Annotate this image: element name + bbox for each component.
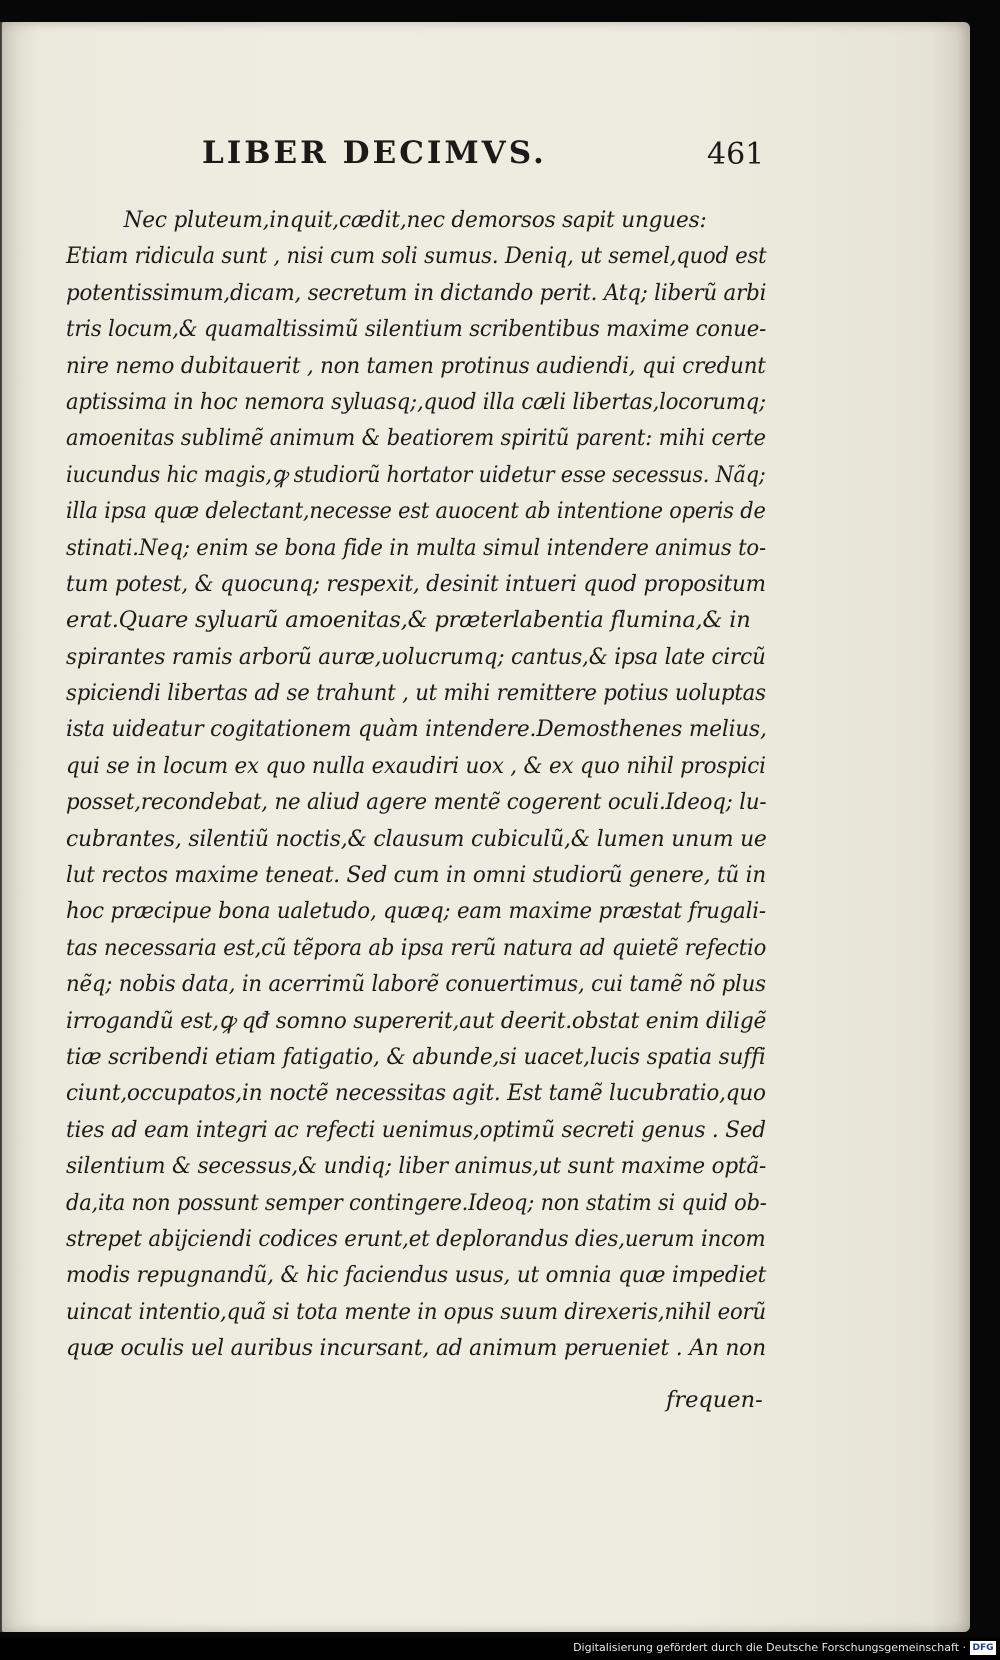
text-line: hoc præcipue bona ualetudo, quæq; eam maxime præstat frugali- — [66, 898, 766, 925]
text-line: ista uideatur cogitationem quàm intendere.Demosthenes melius, — [66, 716, 767, 743]
page-number: 461 — [707, 137, 765, 172]
text-line: cubrantes, silentiũ noctis,& clausum cubiculũ,& lumen unum ue — [66, 825, 767, 852]
text-line: amoenitas sublimẽ animum & beatiorem spiritũ parent: mihi certe — [66, 425, 766, 452]
text-line: quæ oculis uel auribus incursant, ad animum perueniet . An non — [66, 1335, 766, 1362]
text-line: silentium & secessus,& undiq; liber animus,ut sunt maxime optã- — [66, 1153, 767, 1180]
text-line: illa ipsa quæ delectant,necesse est auocent ab intentione operis de — [66, 498, 766, 525]
text-line: qui se in locum ex quo nulla exaudiri uox , & ex quo nihil prospici — [66, 752, 766, 779]
text-line: irrogandũ est,ꝙ qđ somno supererit,aut deerit.obstat enim diligẽ — [66, 1007, 767, 1034]
text-line: spirantes ramis arborũ auræ,uolucrumq; cantus,& ipsa late circũ — [66, 643, 766, 670]
catchword: frequen- — [666, 1387, 763, 1413]
running-title: LIBER DECIMVS. — [202, 135, 547, 171]
text-line: strepet abijciendi codices erunt,et deplorandus dies,uerum incom — [66, 1225, 766, 1252]
dfg-logo: DFG — [970, 1641, 996, 1655]
text-line: Nec pluteum,inquit,cædit,nec demorsos sapit ungues: — [123, 207, 707, 233]
text-line: posset,recondebat, ne aliud agere mentẽ cogerent oculi.Ideoq; lu- — [66, 789, 767, 816]
text-line: aptissima in hoc nemora syluasq;,quod illa cæli libertas,locorumq; — [66, 388, 766, 415]
text-line: nẽq; nobis data, in acerrimũ laborẽ conuertimus, cui tamẽ nõ plus — [66, 971, 766, 998]
digitization-credit: Digitalisierung gefördert durch die Deutsche Forschungsgemeinschaft · — [573, 1641, 966, 1654]
text-line: uincat intentio,quã si tota mente in opus suum direxeris,nihil eorũ — [66, 1298, 766, 1325]
text-line: tum potest, & quocunq; respexit, desinit intueri quod propositum — [66, 570, 766, 597]
text-line: lut rectos maxime teneat. Sed cum in omni studiorũ genere, tũ in — [66, 862, 766, 889]
text-line: nire nemo dubitauerit , non tamen protinus audiendi, qui credunt — [66, 352, 766, 379]
text-line: tris locum,& quamaltissimũ silentium scribentibus maxime conue- — [66, 316, 767, 343]
text-line: erat.Quare syluarũ amoenitas,& præterlabentia flumina,& in — [66, 607, 751, 634]
text-line: tas necessaria est,cũ tẽpora ab ipsa rerũ natura ad quietẽ refectio — [66, 934, 767, 961]
text-line: stinati.Neq; enim se bona fide in multa simul intendere animus to- — [66, 534, 766, 561]
text-line: tiæ scribendi etiam fatigatio, & abunde,si uacet,lucis spatia suffi — [66, 1043, 766, 1070]
text-line: spiciendi libertas ad se trahunt , ut mihi remittere potius uoluptas — [66, 680, 766, 707]
book-page — [2, 22, 970, 1632]
text-line: iucundus hic magis,ꝙ studiorũ hortator uidetur esse secessus. Nãq; — [66, 461, 766, 488]
text-line: da,ita non possunt semper contingere.Ideoq; non statim si quid ob- — [66, 1189, 767, 1216]
text-line: ciunt,occupatos,in noctẽ necessitas agit. Est tamẽ lucubratio,quo — [66, 1080, 766, 1107]
text-line: potentissimum,dicam, secretum in dictando perit. Atq; liberũ arbi — [66, 279, 767, 306]
text-line: modis repugnandũ, & hic faciendus usus, ut omnia quæ impediet — [66, 1262, 767, 1289]
text-line: ties ad eam integri ac refecti uenimus,optimũ secreti genus . Sed — [66, 1116, 766, 1143]
text-line: Etiam ridicula sunt , nisi cum soli sumus. Deniq, ut semel,quod est — [66, 243, 767, 270]
body-text — [66, 202, 766, 1367]
